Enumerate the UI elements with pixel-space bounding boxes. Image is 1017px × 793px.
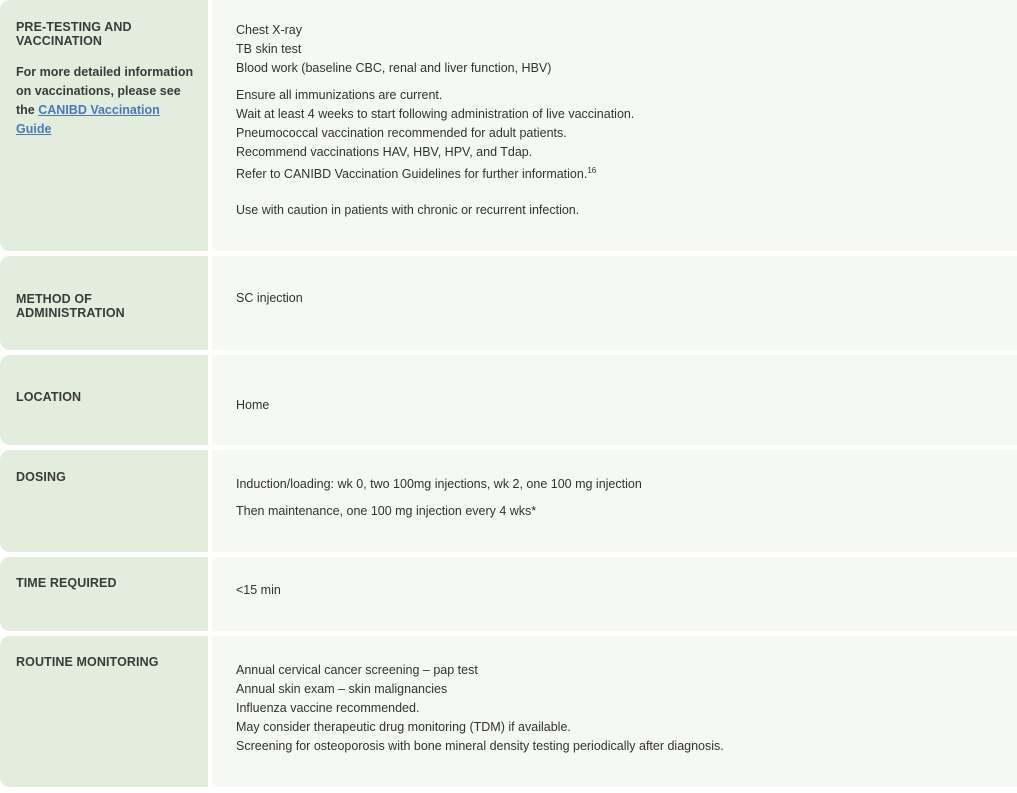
label-cell [0, 0, 208, 251]
content-line: Chest X-ray [236, 23, 302, 37]
row-label: TIME REQUIRED [16, 576, 117, 590]
reference-superscript: 16 [587, 166, 597, 175]
content-cell [212, 557, 1017, 631]
content-line: Blood work (baseline CBC, renal and liver function, HBV) [236, 61, 552, 75]
note-text: For more detailed information on vaccinations, please see the [16, 65, 194, 117]
content-line: Home [236, 398, 270, 412]
content-line: Annual skin exam – skin malignancies [236, 682, 448, 696]
content-line: Recommend vaccinations HAV, HBV, HPV, and Tdap. [236, 145, 533, 159]
row-label: METHOD OF ADMINISTRATION [16, 292, 125, 320]
content-line: Use with caution in patients with chronic or recurrent infection. [236, 203, 580, 217]
row-label: LOCATION [16, 390, 82, 404]
content-cell [212, 355, 1017, 445]
row-label: ROUTINE MONITORING [16, 655, 159, 669]
content-line: Screening for osteoporosis with bone mineral density testing periodically after diagnosis. [236, 739, 724, 753]
content-line: SC injection [236, 291, 303, 305]
content-line: TB skin test [236, 42, 302, 56]
vaccination-note [16, 63, 196, 139]
content-line: Influenza vaccine recommended. [236, 701, 420, 715]
content-line: Pneumococcal vaccination recommended for adult patients. [236, 126, 567, 140]
row-label: PRE-TESTING AND VACCINATION [16, 20, 132, 48]
label-cell [0, 557, 208, 631]
content-line: Induction/loading: wk 0, two 100mg injections, wk 2, one 100 mg injection [236, 477, 642, 491]
row-location [0, 355, 1017, 445]
content-line: Then maintenance, one 100 mg injection every 4 wks* [236, 504, 537, 518]
content-line: <15 min [236, 583, 281, 597]
content-text: Refer to CANIBD Vaccination Guidelines for further information. [236, 167, 588, 181]
row-label: DOSING [16, 470, 66, 484]
content-line: May consider therapeutic drug monitoring (TDM) if available. [236, 720, 571, 734]
row-time-required [0, 557, 1017, 631]
content-cell [212, 450, 1017, 552]
vaccination-guide-link[interactable]: CANIBD Vaccination Guide [16, 103, 160, 136]
content-line: Ensure all immunizations are current. [236, 88, 443, 102]
content-line: Annual cervical cancer screening – pap test [236, 663, 478, 677]
label-cell [0, 355, 208, 445]
content-line-with-ref [236, 163, 596, 182]
label-cell [0, 450, 208, 552]
row-pre-testing [0, 0, 1017, 251]
row-method-of-administration [0, 256, 1017, 350]
row-routine-monitoring [0, 636, 1017, 787]
row-dosing [0, 450, 1017, 552]
label-cell [0, 256, 208, 350]
content-cell [212, 256, 1017, 350]
label-cell [0, 636, 208, 787]
content-line: Wait at least 4 weeks to start following administration of live vaccination. [236, 107, 635, 121]
